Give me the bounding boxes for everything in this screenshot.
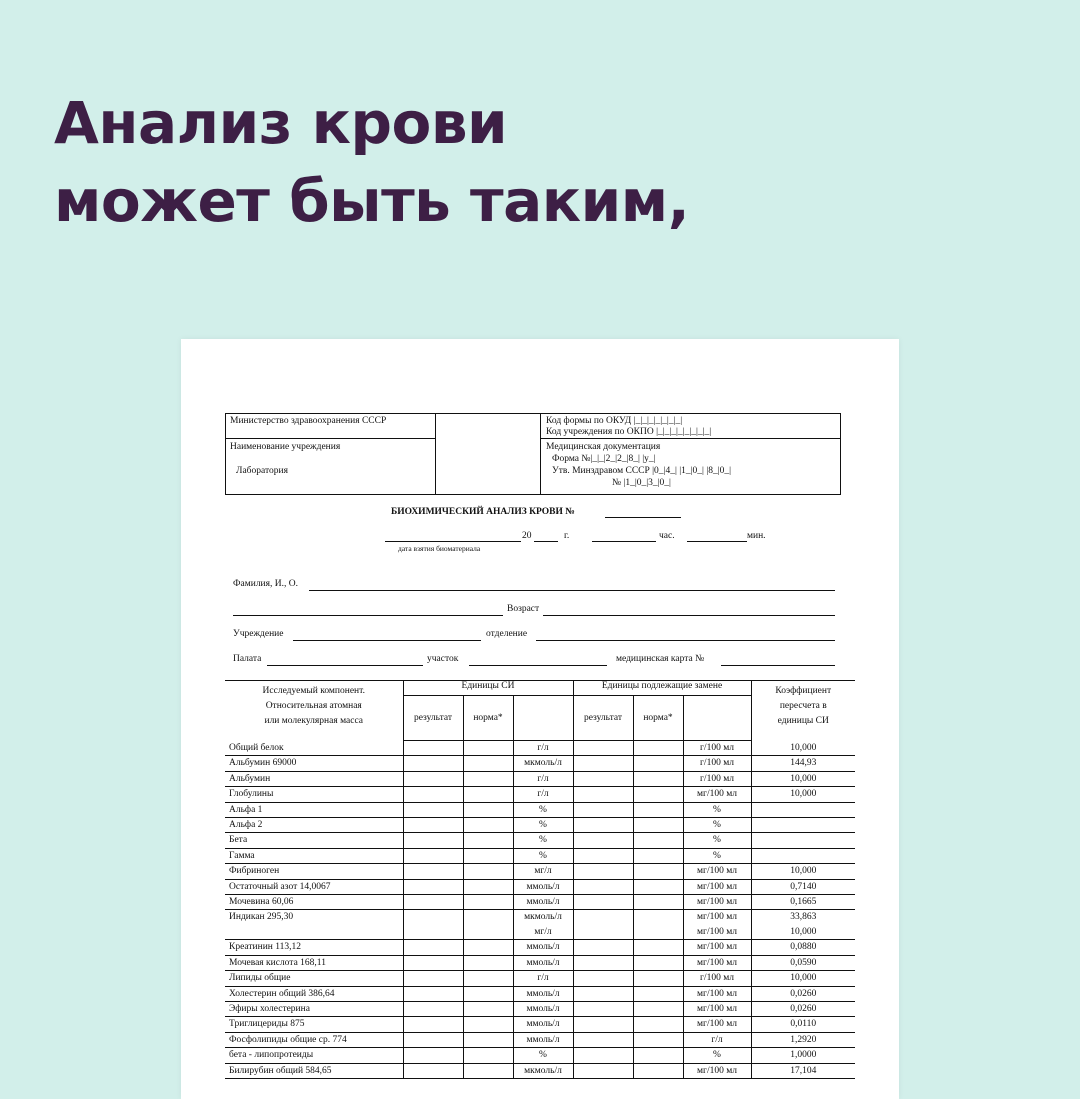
old-unit: мг/100 мл [683,1017,751,1032]
old-norm-cell [633,940,683,955]
conversion-coef: 10,000 [751,741,855,756]
table-row [225,1048,855,1063]
headline-line-1: Анализ крови [54,89,508,157]
approved-number: № |1_|0_|3_|0_| [612,478,671,488]
old-norm-cell [633,833,683,848]
hour-label: час. [659,531,675,541]
component-name: Мочевая кислота 168,11 [225,955,403,970]
old-result-cell [573,1032,633,1047]
department-label: отделение [486,629,528,639]
component-name: Глобулины [225,787,403,802]
conversion-coef [751,818,855,833]
component-name: Липиды общие [225,971,403,986]
si-result-cell [403,771,463,786]
old-unit: мг/100 мл [683,940,751,955]
card-label: медицинская карта № [616,654,705,664]
si-unit: г/л [513,787,573,802]
si-result-cell [403,756,463,771]
old-result-cell [573,741,633,756]
si-unit: г/л [513,971,573,986]
si-result-cell [403,879,463,894]
old-result-cell [573,848,633,863]
si-unit: % [513,848,573,863]
old-norm-cell [633,802,683,817]
si-norm-cell [463,879,513,894]
date-year: 20 [522,531,532,541]
conversion-coef: 0,0110 [751,1017,855,1032]
component-name: Альфа 2 [225,818,403,833]
table-row [225,895,855,910]
si-unit: г/л [513,771,573,786]
si-norm-cell [463,864,513,879]
old-unit: мг/100 мл мг/100 мл [683,910,751,940]
approved-label: Утв. Минздравом СССР |0_|4_| |1_|0_| |8_|0_| [552,466,732,476]
old-result-cell [573,895,633,910]
si-norm-cell [463,741,513,756]
old-unit: мг/100 мл [683,864,751,879]
old-result-cell [573,971,633,986]
old-unit: г/л [683,1032,751,1047]
si-norm-cell [463,910,513,940]
conversion-coef: 0,0880 [751,940,855,955]
old-norm-cell [633,1048,683,1063]
old-norm-cell [633,771,683,786]
component-name: Бета [225,833,403,848]
conversion-coef: 10,000 [751,971,855,986]
table-row [225,818,855,833]
si-unit: мкмоль/л мг/л [513,910,573,940]
si-norm-cell [463,1048,513,1063]
old-norm-cell [633,741,683,756]
table-row [225,741,855,756]
table-row [225,986,855,1001]
si-result-header: результат [403,696,463,741]
old-norm-cell [633,955,683,970]
table-row [225,971,855,986]
old-norm-cell [633,971,683,986]
old-result-cell [573,955,633,970]
si-result-cell [403,910,463,940]
conversion-coef: 0,0260 [751,1001,855,1016]
headline [54,84,689,240]
old-norm-cell [633,1063,683,1078]
conversion-coef: 17,104 [751,1063,855,1078]
table-row [225,802,855,817]
si-norm-cell [463,771,513,786]
form-header-box [225,413,841,495]
component-name: Триглицериды 875 [225,1017,403,1032]
component-name: Мочевина 60,06 [225,895,403,910]
old-unit: г/100 мл [683,771,751,786]
conversion-coef [751,848,855,863]
component-name: Индикан 295,30 [225,910,403,940]
old-unit: мг/100 мл [683,1001,751,1016]
component-name: Гамма [225,848,403,863]
lab-form-sheet [181,339,899,1099]
old-norm-cell [633,756,683,771]
si-result-cell [403,1063,463,1078]
table-row [225,756,855,771]
old-norm-cell [633,879,683,894]
date-caption: дата взятия биоматериала [398,544,481,553]
old-unit-header [683,696,751,741]
old-result-cell [573,986,633,1001]
si-unit: ммоль/л [513,895,573,910]
si-result-cell [403,1001,463,1016]
si-norm-cell [463,833,513,848]
minute-label: мин. [747,531,766,541]
si-norm-cell [463,986,513,1001]
conversion-coef: 10,000 [751,864,855,879]
old-norm-cell [633,1032,683,1047]
old-unit: мг/100 мл [683,1063,751,1078]
results-table-body [225,741,855,1079]
table-row [225,955,855,970]
si-norm-cell [463,940,513,955]
old-result-cell [573,771,633,786]
old-norm-cell [633,895,683,910]
component-name: Холестерин общий 386,64 [225,986,403,1001]
old-norm-cell [633,910,683,940]
si-result-cell [403,1048,463,1063]
component-name: бета - липопротеиды [225,1048,403,1063]
conversion-coef [751,833,855,848]
table-row [225,1032,855,1047]
conversion-coef: 0,7140 [751,879,855,894]
component-name: Билирубин общий 584,65 [225,1063,403,1078]
si-result-cell [403,818,463,833]
old-result-cell [573,833,633,848]
old-result-cell [573,802,633,817]
table-row [225,787,855,802]
old-unit: г/100 мл [683,971,751,986]
component-name: Остаточный азот 14,0067 [225,879,403,894]
si-norm-cell [463,971,513,986]
ministry-label: Министерство здравоохранения СССР [230,416,387,426]
old-norm-cell [633,986,683,1001]
si-unit: мкмоль/л [513,1063,573,1078]
si-result-cell [403,833,463,848]
conversion-coef: 1,2920 [751,1032,855,1047]
headline-line-2: может быть таким, [54,167,690,235]
table-row [225,879,855,894]
component-header: Исследуемый компонент. Относительная атомная или молекулярная масса [225,681,403,741]
si-norm-cell [463,787,513,802]
table-row [225,940,855,955]
component-name: Альбумин [225,771,403,786]
old-result-cell [573,864,633,879]
old-unit: мг/100 мл [683,787,751,802]
si-unit: ммоль/л [513,879,573,894]
old-result-cell [573,818,633,833]
old-unit: % [683,818,751,833]
old-result-header: результат [573,696,633,741]
coef-header: Коэффициент пересчета в единицы СИ [751,681,855,741]
si-result-cell [403,802,463,817]
institution-field-label: Учреждение [233,629,284,639]
component-name: Альфа 1 [225,802,403,817]
si-result-cell [403,986,463,1001]
institution-name-label: Наименование учреждения [230,442,341,452]
si-unit: ммоль/л [513,1017,573,1032]
age-label: Возраст [507,604,540,614]
si-units-header: Единицы СИ [403,681,573,696]
component-name: Эфиры холестерина [225,1001,403,1016]
old-norm-cell [633,818,683,833]
okpo-code: Код учреждения по ОКПО |_|_|_|_|_|_|_|_| [546,427,712,437]
old-norm-cell [633,864,683,879]
old-unit: % [683,833,751,848]
table-row [225,1001,855,1016]
si-result-cell [403,895,463,910]
date-year-suffix: г. [564,531,570,541]
component-name: Креатинин 113,12 [225,940,403,955]
si-norm-header: норма* [463,696,513,741]
district-label: участок [427,654,459,664]
old-norm-cell [633,1001,683,1016]
form-title: БИОХИМИЧЕСКИЙ АНАЛИЗ КРОВИ № [391,507,575,517]
si-result-cell [403,940,463,955]
si-norm-cell [463,756,513,771]
si-norm-cell [463,1063,513,1078]
si-norm-cell [463,1032,513,1047]
si-result-cell [403,1017,463,1032]
old-unit: мг/100 мл [683,986,751,1001]
table-row [225,1063,855,1078]
table-row [225,848,855,863]
si-result-cell [403,1032,463,1047]
old-unit: % [683,1048,751,1063]
si-result-cell [403,971,463,986]
old-norm-cell [633,787,683,802]
si-unit: % [513,1048,573,1063]
si-norm-cell [463,818,513,833]
old-unit: % [683,848,751,863]
replace-units-header: Единицы подлежащие замене [573,681,751,696]
old-result-cell [573,940,633,955]
si-result-cell [403,955,463,970]
old-result-cell [573,1017,633,1032]
old-result-cell [573,1048,633,1063]
old-unit: мг/100 мл [683,955,751,970]
conversion-coef: 144,93 [751,756,855,771]
si-unit: ммоль/л [513,940,573,955]
conversion-coef: 0,0260 [751,986,855,1001]
old-result-cell [573,879,633,894]
old-norm-cell [633,1017,683,1032]
conversion-coef: 10,000 [751,787,855,802]
table-row [225,771,855,786]
si-result-cell [403,787,463,802]
table-row [225,910,855,940]
fio-label: Фамилия, И., О. [233,579,298,589]
table-row [225,864,855,879]
old-unit: мг/100 мл [683,895,751,910]
old-unit: % [683,802,751,817]
old-result-cell [573,756,633,771]
old-unit: г/100 мл [683,741,751,756]
old-result-cell [573,910,633,940]
si-unit: ммоль/л [513,955,573,970]
si-norm-cell [463,955,513,970]
conversion-coef [751,802,855,817]
si-result-cell [403,864,463,879]
si-unit: мг/л [513,864,573,879]
conversion-coef: 0,1665 [751,895,855,910]
old-result-cell [573,1001,633,1016]
si-unit: г/л [513,741,573,756]
component-name: Фибриноген [225,864,403,879]
si-unit: % [513,818,573,833]
si-unit: мкмоль/л [513,756,573,771]
component-name: Общий белок [225,741,403,756]
si-norm-cell [463,1001,513,1016]
table-row [225,1017,855,1032]
old-result-cell [573,787,633,802]
conversion-coef: 10,000 [751,771,855,786]
old-norm-cell [633,848,683,863]
si-unit-header [513,696,573,741]
si-unit: % [513,833,573,848]
si-unit: ммоль/л [513,1001,573,1016]
old-unit: г/100 мл [683,756,751,771]
component-name: Альбумин 69000 [225,756,403,771]
si-norm-cell [463,802,513,817]
table-row [225,833,855,848]
form-number: Форма №|_|_|2_|2_|8_| |у_| [552,454,656,464]
si-unit: ммоль/л [513,986,573,1001]
med-docs-label: Медицинская документация [546,442,661,452]
old-result-cell [573,1063,633,1078]
component-name: Фосфолипиды общие ср. 774 [225,1032,403,1047]
si-unit: % [513,802,573,817]
laboratory-label: Лаборатория [236,466,288,476]
si-norm-cell [463,1017,513,1032]
si-unit: ммоль/л [513,1032,573,1047]
conversion-coef: 0,0590 [751,955,855,970]
si-norm-cell [463,895,513,910]
old-norm-header: норма* [633,696,683,741]
conversion-coef: 1,0000 [751,1048,855,1063]
conversion-coef: 33,863 10,000 [751,910,855,940]
si-norm-cell [463,848,513,863]
ward-label: Палата [233,654,262,664]
old-unit: мг/100 мл [683,879,751,894]
si-result-cell [403,848,463,863]
results-table [225,680,855,1079]
okud-code: Код формы по ОКУД |_|_|_|_|_|_|_| [546,416,683,426]
si-result-cell [403,741,463,756]
